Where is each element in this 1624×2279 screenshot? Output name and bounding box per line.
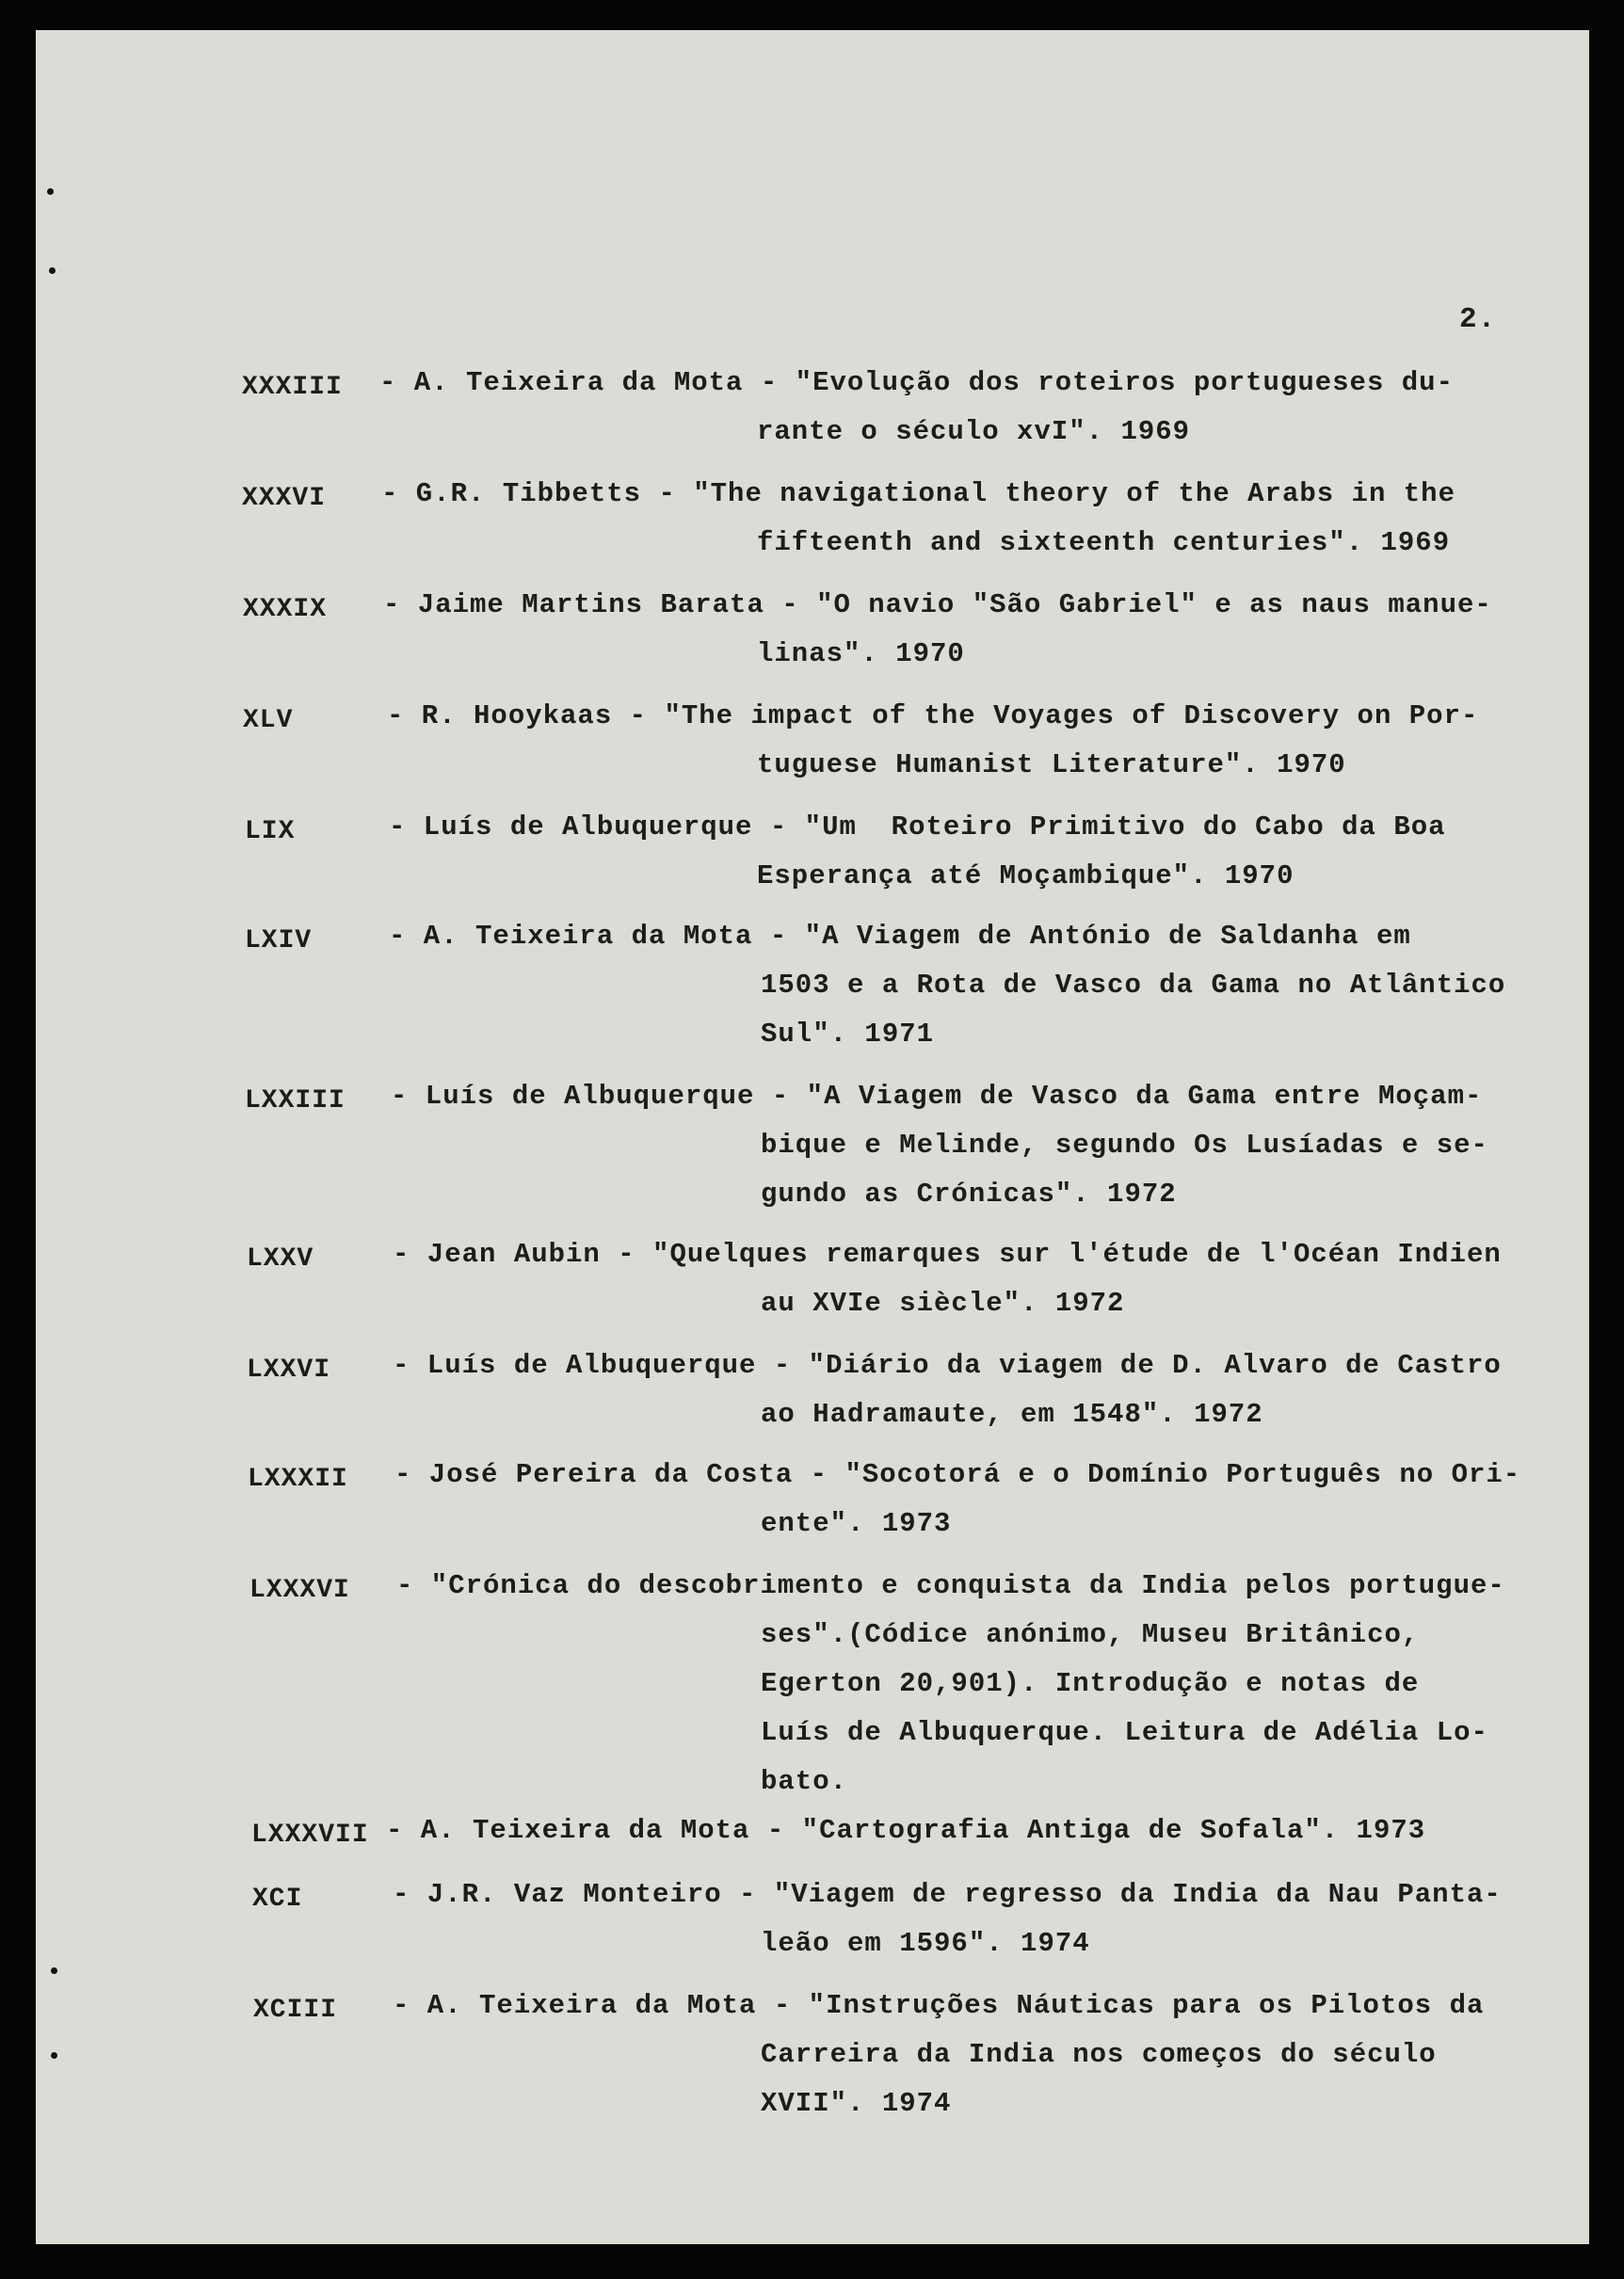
entry-number: LXXXII [248,1465,348,1494]
entry-lead-line: - "Crónica do descobrimento e conquista da India pelos portugue- [396,1570,1505,1601]
entry-lead-line: - Luís de Albuquerque - "A Viagem de Vasco da Gama entre Moçam- [391,1081,1483,1112]
entry-number: XXXIII [242,373,343,402]
entry-continuation-line: Luís de Albuquerque. Leitura de Adélia Lo- [761,1717,1488,1748]
entry-continuation-line: bique e Melinde, segundo Os Lusíadas e se- [761,1130,1488,1161]
document-page [36,30,1589,2244]
entry-number: LXXV [247,1244,314,1274]
entry-number: LXXXVII [251,1821,369,1850]
entry-lead-line: - Luís de Albuquerque - "Um Roteiro Primitivo do Cabo da Boa [389,811,1446,843]
entry-continuation-line: linas". 1970 [757,638,965,669]
entry-number: XCIII [253,1996,338,2025]
entry-number: XXXVI [242,484,327,513]
entry-continuation-line: ao Hadramaute, em 1548". 1972 [761,1399,1263,1430]
entry-continuation-line: Egerton 20,901). Introdução e notas de [761,1668,1420,1699]
entry-continuation-line: gundo as Crónicas". 1972 [761,1179,1177,1210]
entry-lead-line: - A. Teixeira da Mota - "Cartografia Antiga de Sofala". 1973 [386,1815,1426,1846]
page-number: 2. [1459,303,1497,336]
entry-lead-line: - G.R. Tibbetts - "The navigational theory of the Arabs in the [381,478,1455,509]
entry-continuation-line: rante o século xvI". 1969 [757,416,1191,447]
entry-lead-line: - A. Teixeira da Mota - "Evolução dos roteiros portugueses du- [379,367,1454,398]
entry-number: LXIV [245,926,313,955]
entry-continuation-line: Sul". 1971 [761,1019,935,1050]
entry-continuation-line: Esperança até Moçambique". 1970 [757,860,1294,891]
entry-continuation-line: Carreira da India nos começos do século [761,2039,1437,2070]
punch-hole-mark [51,1967,57,1974]
entry-lead-line: - Luís de Albuquerque - "Diário da viagem de D. Alvaro de Castro [393,1350,1502,1381]
entry-number: XXXIX [243,595,328,624]
entry-lead-line: - José Pereira da Costa - "Socotorá e o Domínio Português no Ori- [394,1459,1521,1490]
entry-continuation-line: 1503 e a Rota de Vasco da Gama no Atlântico [761,970,1506,1001]
entry-lead-line: - J.R. Vaz Monteiro - "Viagem de regresso da India da Nau Panta- [393,1879,1502,1910]
entry-lead-line: - A. Teixeira da Mota - "Instruções Náuticas para os Pilotos da [393,1990,1485,2021]
entry-number: LIX [245,817,296,846]
entry-continuation-line: XVII". 1974 [761,2088,952,2119]
entry-continuation-line: bato. [761,1766,848,1797]
entry-lead-line: - A. Teixeira da Mota - "A Viagem de António de Saldanha em [389,921,1411,952]
punch-hole-mark [51,2052,57,2059]
punch-hole-mark [47,188,54,195]
entry-number: LXXXVI [249,1576,350,1605]
entry-number: XLV [243,706,294,735]
entry-lead-line: - Jaime Martins Barata - "O navio "São Gabriel" e as naus manue- [383,589,1492,620]
entry-number: LXXIII [245,1086,346,1115]
entry-number: XCI [252,1885,303,1914]
entry-lead-line: - Jean Aubin - "Quelques remarques sur l'étude de l'Océan Indien [393,1239,1502,1270]
entry-lead-line: - R. Hooykaas - "The impact of the Voyages of Discovery on Por- [387,700,1479,731]
entry-continuation-line: fifteenth and sixteenth centuries". 1969 [757,527,1451,558]
entry-continuation-line: tuguese Humanist Literature". 1970 [757,749,1346,780]
entry-continuation-line: leão em 1596". 1974 [761,1928,1090,1959]
entry-number: LXXVI [247,1356,331,1385]
entry-continuation-line: au XVIe siècle". 1972 [761,1288,1125,1319]
entry-continuation-line: ses".(Códice anónimo, Museu Britânico, [761,1619,1420,1650]
punch-hole-mark [49,267,56,274]
entry-continuation-line: ente". 1973 [761,1508,952,1539]
